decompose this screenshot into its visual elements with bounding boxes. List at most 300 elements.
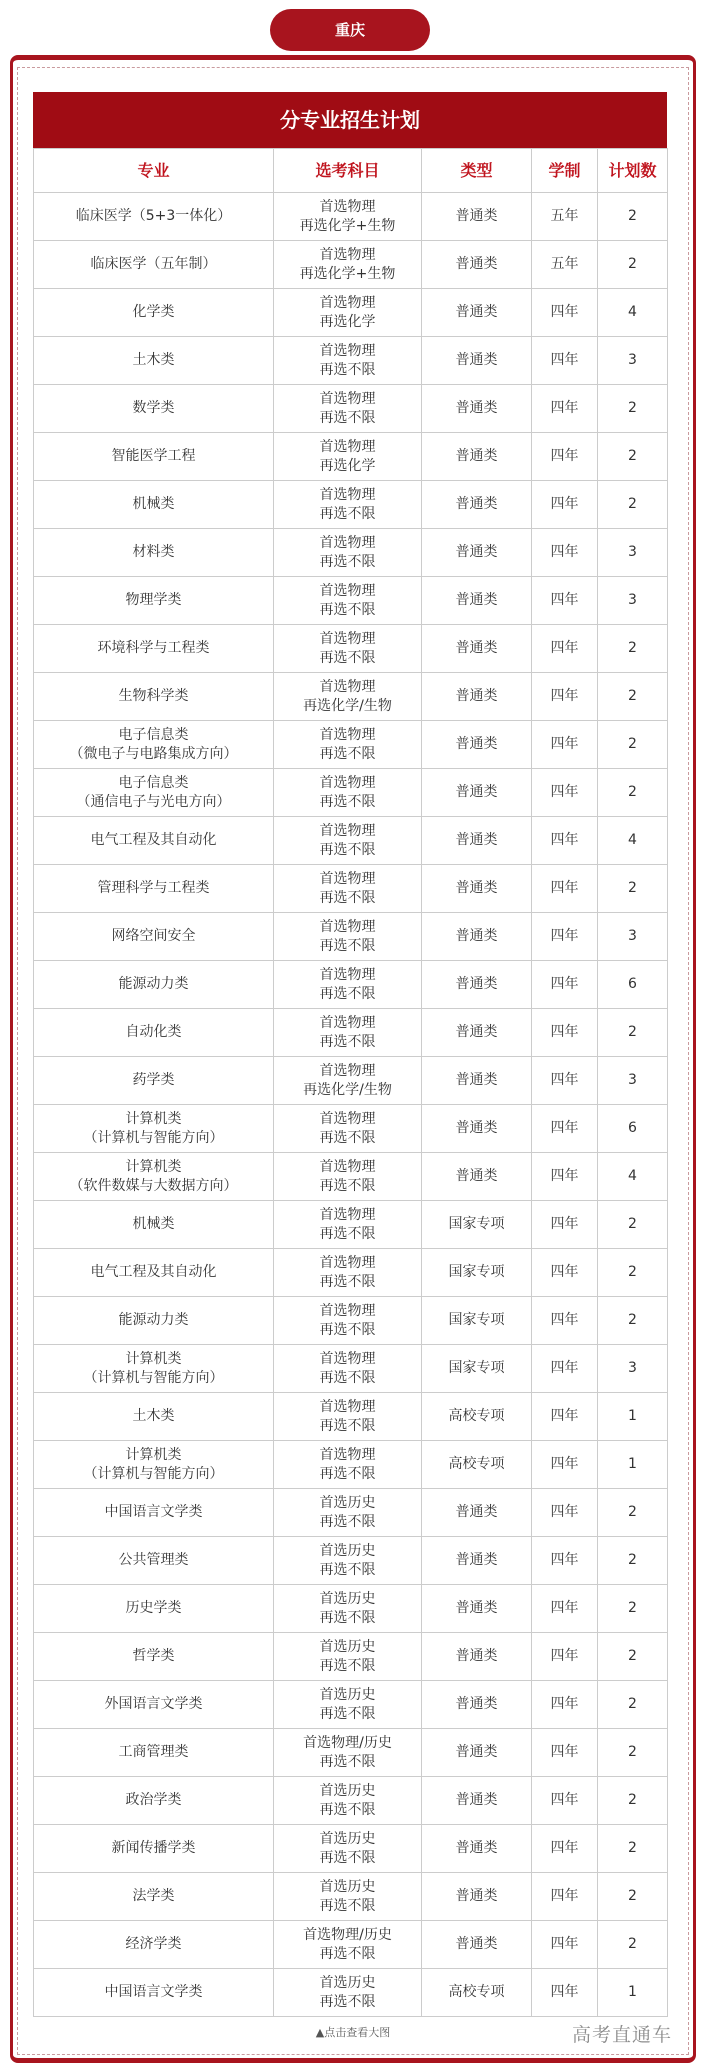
cell-type: 普通类 <box>422 1153 532 1201</box>
table-row <box>34 1153 668 1201</box>
cell-duration: 四年 <box>532 1873 598 1921</box>
cell-major <box>34 1729 274 1777</box>
cell-major-line: 化学类 <box>132 304 175 320</box>
cell-count: 2 <box>598 673 668 721</box>
cell-count: 3 <box>598 577 668 625</box>
cell-subjects <box>274 1249 422 1297</box>
table-row <box>34 1393 668 1441</box>
cell-major <box>34 433 274 481</box>
cell-count: 2 <box>598 625 668 673</box>
cell-type: 普通类 <box>422 721 532 769</box>
cell-count: 4 <box>598 817 668 865</box>
cell-count: 2 <box>598 1825 668 1873</box>
cell-major-line: 计算机类 <box>125 1110 182 1127</box>
cell-major-line: 计算机类 <box>125 1446 182 1463</box>
cell-subjects <box>274 241 422 289</box>
table-row <box>34 865 668 913</box>
cell-subjects <box>274 1777 422 1825</box>
cell-duration: 四年 <box>532 961 598 1009</box>
cell-type: 普通类 <box>422 1009 532 1057</box>
cell-subjects-line: 首选物理 <box>319 246 376 263</box>
cell-major-line: 计算机类 <box>125 1158 182 1175</box>
cell-subjects-line: 首选物理 <box>319 1302 376 1319</box>
cell-major <box>34 1777 274 1825</box>
cell-major <box>34 1681 274 1729</box>
cell-subjects-line: 再选不限 <box>319 409 376 426</box>
cell-subjects <box>274 913 422 961</box>
cell-major-line: 土木类 <box>132 352 175 368</box>
cell-subjects <box>274 721 422 769</box>
cell-major <box>34 1633 274 1681</box>
cell-subjects-line: 首选物理 <box>319 870 376 887</box>
cell-subjects <box>274 1489 422 1537</box>
cell-subjects-line: 再选不限 <box>319 937 376 954</box>
table-row <box>34 1681 668 1729</box>
cell-subjects-line: 首选物理 <box>319 726 376 743</box>
cell-count: 2 <box>598 1633 668 1681</box>
cell-subjects <box>274 1729 422 1777</box>
cell-subjects-line: 再选化学+生物 <box>299 265 396 282</box>
cell-count: 4 <box>598 289 668 337</box>
cell-subjects-line: 再选不限 <box>319 505 376 522</box>
table-row <box>34 433 668 481</box>
cell-duration: 四年 <box>532 577 598 625</box>
cell-count: 2 <box>598 193 668 241</box>
table-row <box>34 1585 668 1633</box>
cell-subjects-line: 再选化学/生物 <box>303 697 392 714</box>
cell-major <box>34 769 274 817</box>
cell-count: 2 <box>598 769 668 817</box>
cell-subjects-line: 首选物理/历史 <box>303 1926 392 1943</box>
table-row <box>34 817 668 865</box>
cell-subjects-line: 再选不限 <box>319 1561 376 1578</box>
admission-plan-table <box>33 92 667 2017</box>
cell-subjects-line: 再选不限 <box>319 1801 376 1818</box>
cell-count: 1 <box>598 1441 668 1489</box>
cell-subjects-line: 再选不限 <box>319 1993 376 2010</box>
cell-subjects <box>274 337 422 385</box>
cell-subjects-line: 首选物理 <box>319 294 376 311</box>
column-header-major: 专业 <box>34 149 274 193</box>
cell-subjects <box>274 1009 422 1057</box>
cell-count: 2 <box>598 1009 668 1057</box>
cell-major <box>34 625 274 673</box>
table-row <box>34 721 668 769</box>
cell-major <box>34 337 274 385</box>
cell-major <box>34 1825 274 1873</box>
cell-duration: 四年 <box>532 1921 598 1969</box>
cell-type: 普通类 <box>422 1585 532 1633</box>
table-row <box>34 961 668 1009</box>
cell-major <box>34 481 274 529</box>
cell-major <box>34 1153 274 1201</box>
cell-major-line: 电气工程及其自动化 <box>90 1264 217 1280</box>
cell-major-line: 电子信息类 <box>118 726 189 743</box>
cell-type: 普通类 <box>422 289 532 337</box>
cell-major <box>34 1249 274 1297</box>
cell-count: 3 <box>598 913 668 961</box>
cell-subjects <box>274 1345 422 1393</box>
cell-subjects-line: 再选不限 <box>319 1225 376 1242</box>
cell-type: 普通类 <box>422 1537 532 1585</box>
view-large-hint[interactable]: ▲点击查看大图 <box>315 2026 391 2039</box>
cell-subjects <box>274 1921 422 1969</box>
cell-major-line: 土木类 <box>132 1408 175 1424</box>
cell-duration: 四年 <box>532 673 598 721</box>
cell-duration: 四年 <box>532 913 598 961</box>
cell-subjects-line: 再选不限 <box>319 1273 376 1290</box>
cell-major <box>34 1873 274 1921</box>
table-row <box>34 1633 668 1681</box>
cell-subjects-line: 再选不限 <box>319 889 376 906</box>
cell-duration: 四年 <box>532 289 598 337</box>
table-row <box>34 673 668 721</box>
cell-count: 2 <box>598 1873 668 1921</box>
cell-type: 普通类 <box>422 241 532 289</box>
cell-subjects-line: 再选不限 <box>319 1945 376 1962</box>
table-row <box>34 481 668 529</box>
cell-duration: 四年 <box>532 625 598 673</box>
cell-subjects-line: 首选物理 <box>319 822 376 839</box>
cell-duration: 五年 <box>532 241 598 289</box>
table-row <box>34 769 668 817</box>
cell-major-line: 物理学类 <box>125 592 182 608</box>
table-row <box>34 1057 668 1105</box>
cell-subjects-line: 再选不限 <box>319 1321 376 1338</box>
column-header-count: 计划数 <box>598 149 668 193</box>
cell-subjects-line: 再选不限 <box>319 1657 376 1674</box>
cell-subjects-line: 再选不限 <box>319 649 376 666</box>
cell-subjects <box>274 1153 422 1201</box>
cell-subjects <box>274 1825 422 1873</box>
cell-subjects-line: 再选不限 <box>319 1033 376 1050</box>
cell-type: 高校专项 <box>422 1393 532 1441</box>
table-row <box>34 1825 668 1873</box>
table-row <box>34 193 668 241</box>
cell-major-line: 哲学类 <box>132 1648 175 1664</box>
table-row <box>34 1249 668 1297</box>
cell-major <box>34 673 274 721</box>
cell-duration: 四年 <box>532 529 598 577</box>
cell-major-line: 药学类 <box>132 1072 175 1088</box>
cell-duration: 四年 <box>532 817 598 865</box>
table-row <box>34 1345 668 1393</box>
cell-subjects <box>274 385 422 433</box>
cell-count: 2 <box>598 1777 668 1825</box>
cell-subjects-line: 首选物理 <box>319 1062 376 1079</box>
cell-subjects-line: 首选物理 <box>319 966 376 983</box>
table-row <box>34 529 668 577</box>
cell-subjects-line: 首选历史 <box>319 1494 376 1511</box>
cell-duration: 四年 <box>532 1633 598 1681</box>
cell-subjects-line: 首选历史 <box>319 1590 376 1607</box>
cell-duration: 四年 <box>532 1393 598 1441</box>
cell-subjects <box>274 1105 422 1153</box>
cell-type: 普通类 <box>422 193 532 241</box>
cell-duration: 四年 <box>532 1201 598 1249</box>
cell-subjects-line: 再选不限 <box>319 1753 376 1770</box>
cell-subjects-line: 再选不限 <box>319 1465 376 1482</box>
cell-duration: 四年 <box>532 1297 598 1345</box>
cell-subjects-line: 再选化学/生物 <box>303 1081 392 1098</box>
cell-type: 普通类 <box>422 385 532 433</box>
table-row <box>34 1489 668 1537</box>
cell-major-line: 中国语言文学类 <box>104 1984 203 2000</box>
cell-major-line: 外国语言文学类 <box>104 1696 203 1712</box>
cell-count: 3 <box>598 529 668 577</box>
cell-subjects <box>274 817 422 865</box>
cell-subjects <box>274 1201 422 1249</box>
cell-duration: 四年 <box>532 1681 598 1729</box>
cell-subjects <box>274 961 422 1009</box>
cell-duration: 四年 <box>532 1153 598 1201</box>
cell-major-line: 数学类 <box>132 400 175 416</box>
cell-major-line: 材料类 <box>132 544 175 560</box>
table-row <box>34 1201 668 1249</box>
cell-major-line: 政治学类 <box>125 1792 182 1808</box>
table-header-row <box>34 149 668 193</box>
table-row <box>34 1441 668 1489</box>
cell-type: 高校专项 <box>422 1441 532 1489</box>
cell-type: 国家专项 <box>422 1297 532 1345</box>
table-row <box>34 289 668 337</box>
cell-duration: 四年 <box>532 1825 598 1873</box>
table-row <box>34 1873 668 1921</box>
cell-major <box>34 1105 274 1153</box>
table-row <box>34 337 668 385</box>
cell-type: 国家专项 <box>422 1201 532 1249</box>
cell-subjects <box>274 1585 422 1633</box>
cell-major-line: 智能医学工程 <box>111 448 196 464</box>
cell-subjects <box>274 1873 422 1921</box>
cell-count: 2 <box>598 1249 668 1297</box>
cell-type: 普通类 <box>422 961 532 1009</box>
cell-subjects-line: 首选历史 <box>319 1878 376 1895</box>
cell-subjects-line: 首选物理 <box>319 534 376 551</box>
cell-count: 3 <box>598 1345 668 1393</box>
cell-subjects <box>274 481 422 529</box>
cell-major <box>34 1921 274 1969</box>
cell-major <box>34 1297 274 1345</box>
table-title: 分专业招生计划 <box>33 92 667 148</box>
cell-duration: 四年 <box>532 1009 598 1057</box>
cell-subjects <box>274 1057 422 1105</box>
cell-major <box>34 1009 274 1057</box>
cell-subjects-line: 首选物理 <box>319 1158 376 1175</box>
cell-subjects <box>274 1969 422 2017</box>
cell-type: 普通类 <box>422 433 532 481</box>
cell-type: 普通类 <box>422 1057 532 1105</box>
cell-subjects-line: 首选历史 <box>319 1638 376 1655</box>
table-row <box>34 1297 668 1345</box>
cell-duration: 四年 <box>532 337 598 385</box>
cell-major-line: （软件数媒与大数据方向） <box>69 1177 238 1194</box>
cell-duration: 四年 <box>532 1249 598 1297</box>
cell-subjects-line: 首选物理 <box>319 1110 376 1127</box>
cell-count: 2 <box>598 241 668 289</box>
cell-subjects-line: 首选历史 <box>319 1830 376 1847</box>
cell-subjects <box>274 1441 422 1489</box>
cell-subjects-line: 再选不限 <box>319 745 376 762</box>
table-row <box>34 385 668 433</box>
cell-type: 普通类 <box>422 1681 532 1729</box>
cell-type: 普通类 <box>422 1729 532 1777</box>
cell-subjects-line: 首选历史 <box>319 1686 376 1703</box>
cell-duration: 四年 <box>532 769 598 817</box>
cell-major <box>34 529 274 577</box>
cell-subjects-line: 首选物理 <box>319 918 376 935</box>
cell-count: 1 <box>598 1393 668 1441</box>
cell-duration: 四年 <box>532 1057 598 1105</box>
cell-subjects <box>274 577 422 625</box>
cell-major-line: 机械类 <box>132 1216 175 1232</box>
cell-major-line: 新闻传播学类 <box>111 1840 196 1856</box>
cell-major <box>34 1585 274 1633</box>
cell-subjects <box>274 1393 422 1441</box>
cell-count: 2 <box>598 1297 668 1345</box>
cell-duration: 四年 <box>532 481 598 529</box>
cell-subjects-line: 首选物理 <box>319 774 376 791</box>
cell-count: 3 <box>598 1057 668 1105</box>
cell-major <box>34 865 274 913</box>
cell-duration: 五年 <box>532 193 598 241</box>
cell-subjects-line: 首选物理 <box>319 342 376 359</box>
cell-major-line: 网络空间安全 <box>111 928 196 944</box>
cell-type: 普通类 <box>422 1633 532 1681</box>
cell-count: 6 <box>598 961 668 1009</box>
cell-major-line: 历史学类 <box>125 1600 182 1616</box>
cell-count: 3 <box>598 337 668 385</box>
cell-type: 普通类 <box>422 625 532 673</box>
cell-type: 普通类 <box>422 913 532 961</box>
cell-major <box>34 721 274 769</box>
cell-major-line: 临床医学（5+3一体化） <box>75 208 232 224</box>
cell-subjects-line: 再选不限 <box>319 1177 376 1194</box>
cell-major-line: （通信电子与光电方向） <box>76 793 231 810</box>
cell-duration: 四年 <box>532 433 598 481</box>
cell-major-line: 工商管理类 <box>118 1744 189 1760</box>
cell-major <box>34 913 274 961</box>
cell-count: 2 <box>598 1681 668 1729</box>
cell-major <box>34 1057 274 1105</box>
cell-subjects-line: 再选不限 <box>319 1369 376 1386</box>
cell-major <box>34 289 274 337</box>
cell-major-line: 环境科学与工程类 <box>97 640 210 656</box>
cell-major-line: 公共管理类 <box>118 1552 189 1568</box>
cell-type: 普通类 <box>422 529 532 577</box>
cell-major <box>34 1441 274 1489</box>
cell-count: 2 <box>598 1489 668 1537</box>
cell-count: 2 <box>598 865 668 913</box>
cell-duration: 四年 <box>532 721 598 769</box>
cell-subjects-line: 首选物理 <box>319 1206 376 1223</box>
cell-subjects <box>274 625 422 673</box>
cell-subjects-line: 首选物理/历史 <box>303 1734 392 1751</box>
column-header-duration: 学制 <box>532 149 598 193</box>
cell-subjects-line: 首选历史 <box>319 1782 376 1799</box>
cell-subjects <box>274 529 422 577</box>
cell-type: 普通类 <box>422 769 532 817</box>
cell-subjects-line: 再选化学 <box>319 457 376 474</box>
cell-type: 普通类 <box>422 577 532 625</box>
cell-major-line: 经济学类 <box>125 1936 182 1952</box>
cell-subjects-line: 首选物理 <box>319 1350 376 1367</box>
cell-subjects-line: 再选不限 <box>319 793 376 810</box>
cell-major-line: （计算机与智能方向） <box>83 1369 224 1386</box>
cell-subjects <box>274 289 422 337</box>
cell-subjects-line: 再选不限 <box>319 1849 376 1866</box>
cell-subjects <box>274 769 422 817</box>
cell-subjects-line: 首选物理 <box>319 486 376 503</box>
cell-type: 普通类 <box>422 865 532 913</box>
cell-count: 2 <box>598 1537 668 1585</box>
column-header-subjects: 选考科目 <box>274 149 422 193</box>
cell-count: 2 <box>598 1201 668 1249</box>
cell-duration: 四年 <box>532 1345 598 1393</box>
cell-major <box>34 241 274 289</box>
table-row <box>34 577 668 625</box>
cell-type: 普通类 <box>422 1921 532 1969</box>
cell-major-line: 能源动力类 <box>118 976 189 992</box>
cell-duration: 四年 <box>532 385 598 433</box>
cell-type: 国家专项 <box>422 1249 532 1297</box>
cell-duration: 四年 <box>532 1537 598 1585</box>
cell-subjects-line: 再选化学+生物 <box>299 217 396 234</box>
cell-duration: 四年 <box>532 1441 598 1489</box>
table-row <box>34 1729 668 1777</box>
cell-subjects-line: 首选物理 <box>319 1446 376 1463</box>
cell-major-line: 中国语言文学类 <box>104 1504 203 1520</box>
cell-duration: 四年 <box>532 1729 598 1777</box>
cell-subjects-line: 首选物理 <box>319 1398 376 1415</box>
table-row <box>34 625 668 673</box>
cell-major <box>34 1201 274 1249</box>
cell-duration: 四年 <box>532 865 598 913</box>
plan-table <box>33 148 668 2017</box>
cell-duration: 四年 <box>532 1969 598 2017</box>
cell-major-line: 电气工程及其自动化 <box>90 832 217 848</box>
cell-subjects-line: 首选物理 <box>319 1014 376 1031</box>
cell-type: 普通类 <box>422 1105 532 1153</box>
cell-major-line: 计算机类 <box>125 1350 182 1367</box>
cell-duration: 四年 <box>532 1777 598 1825</box>
cell-count: 1 <box>598 1969 668 2017</box>
cell-major-line: 临床医学（五年制） <box>90 256 217 272</box>
watermark: 高考直通车 <box>572 2024 673 2046</box>
cell-type: 普通类 <box>422 481 532 529</box>
cell-subjects-line: 首选物理 <box>319 678 376 695</box>
cell-type: 普通类 <box>422 817 532 865</box>
cell-major <box>34 1489 274 1537</box>
cell-subjects-line: 再选不限 <box>319 1417 376 1434</box>
cell-count: 2 <box>598 1585 668 1633</box>
cell-count: 4 <box>598 1153 668 1201</box>
cell-major <box>34 1969 274 2017</box>
cell-subjects <box>274 1297 422 1345</box>
cell-count: 2 <box>598 385 668 433</box>
cell-subjects-line: 再选不限 <box>319 1705 376 1722</box>
cell-count: 2 <box>598 481 668 529</box>
cell-subjects-line: 首选物理 <box>319 198 376 215</box>
cell-major-line: 生物科学类 <box>118 688 189 704</box>
cell-type: 高校专项 <box>422 1969 532 2017</box>
cell-subjects-line: 再选不限 <box>319 1897 376 1914</box>
cell-subjects-line: 再选不限 <box>319 1609 376 1626</box>
cell-count: 2 <box>598 433 668 481</box>
cell-major-line: 自动化类 <box>125 1024 182 1040</box>
cell-major <box>34 1345 274 1393</box>
cell-subjects-line: 首选物理 <box>319 1254 376 1271</box>
